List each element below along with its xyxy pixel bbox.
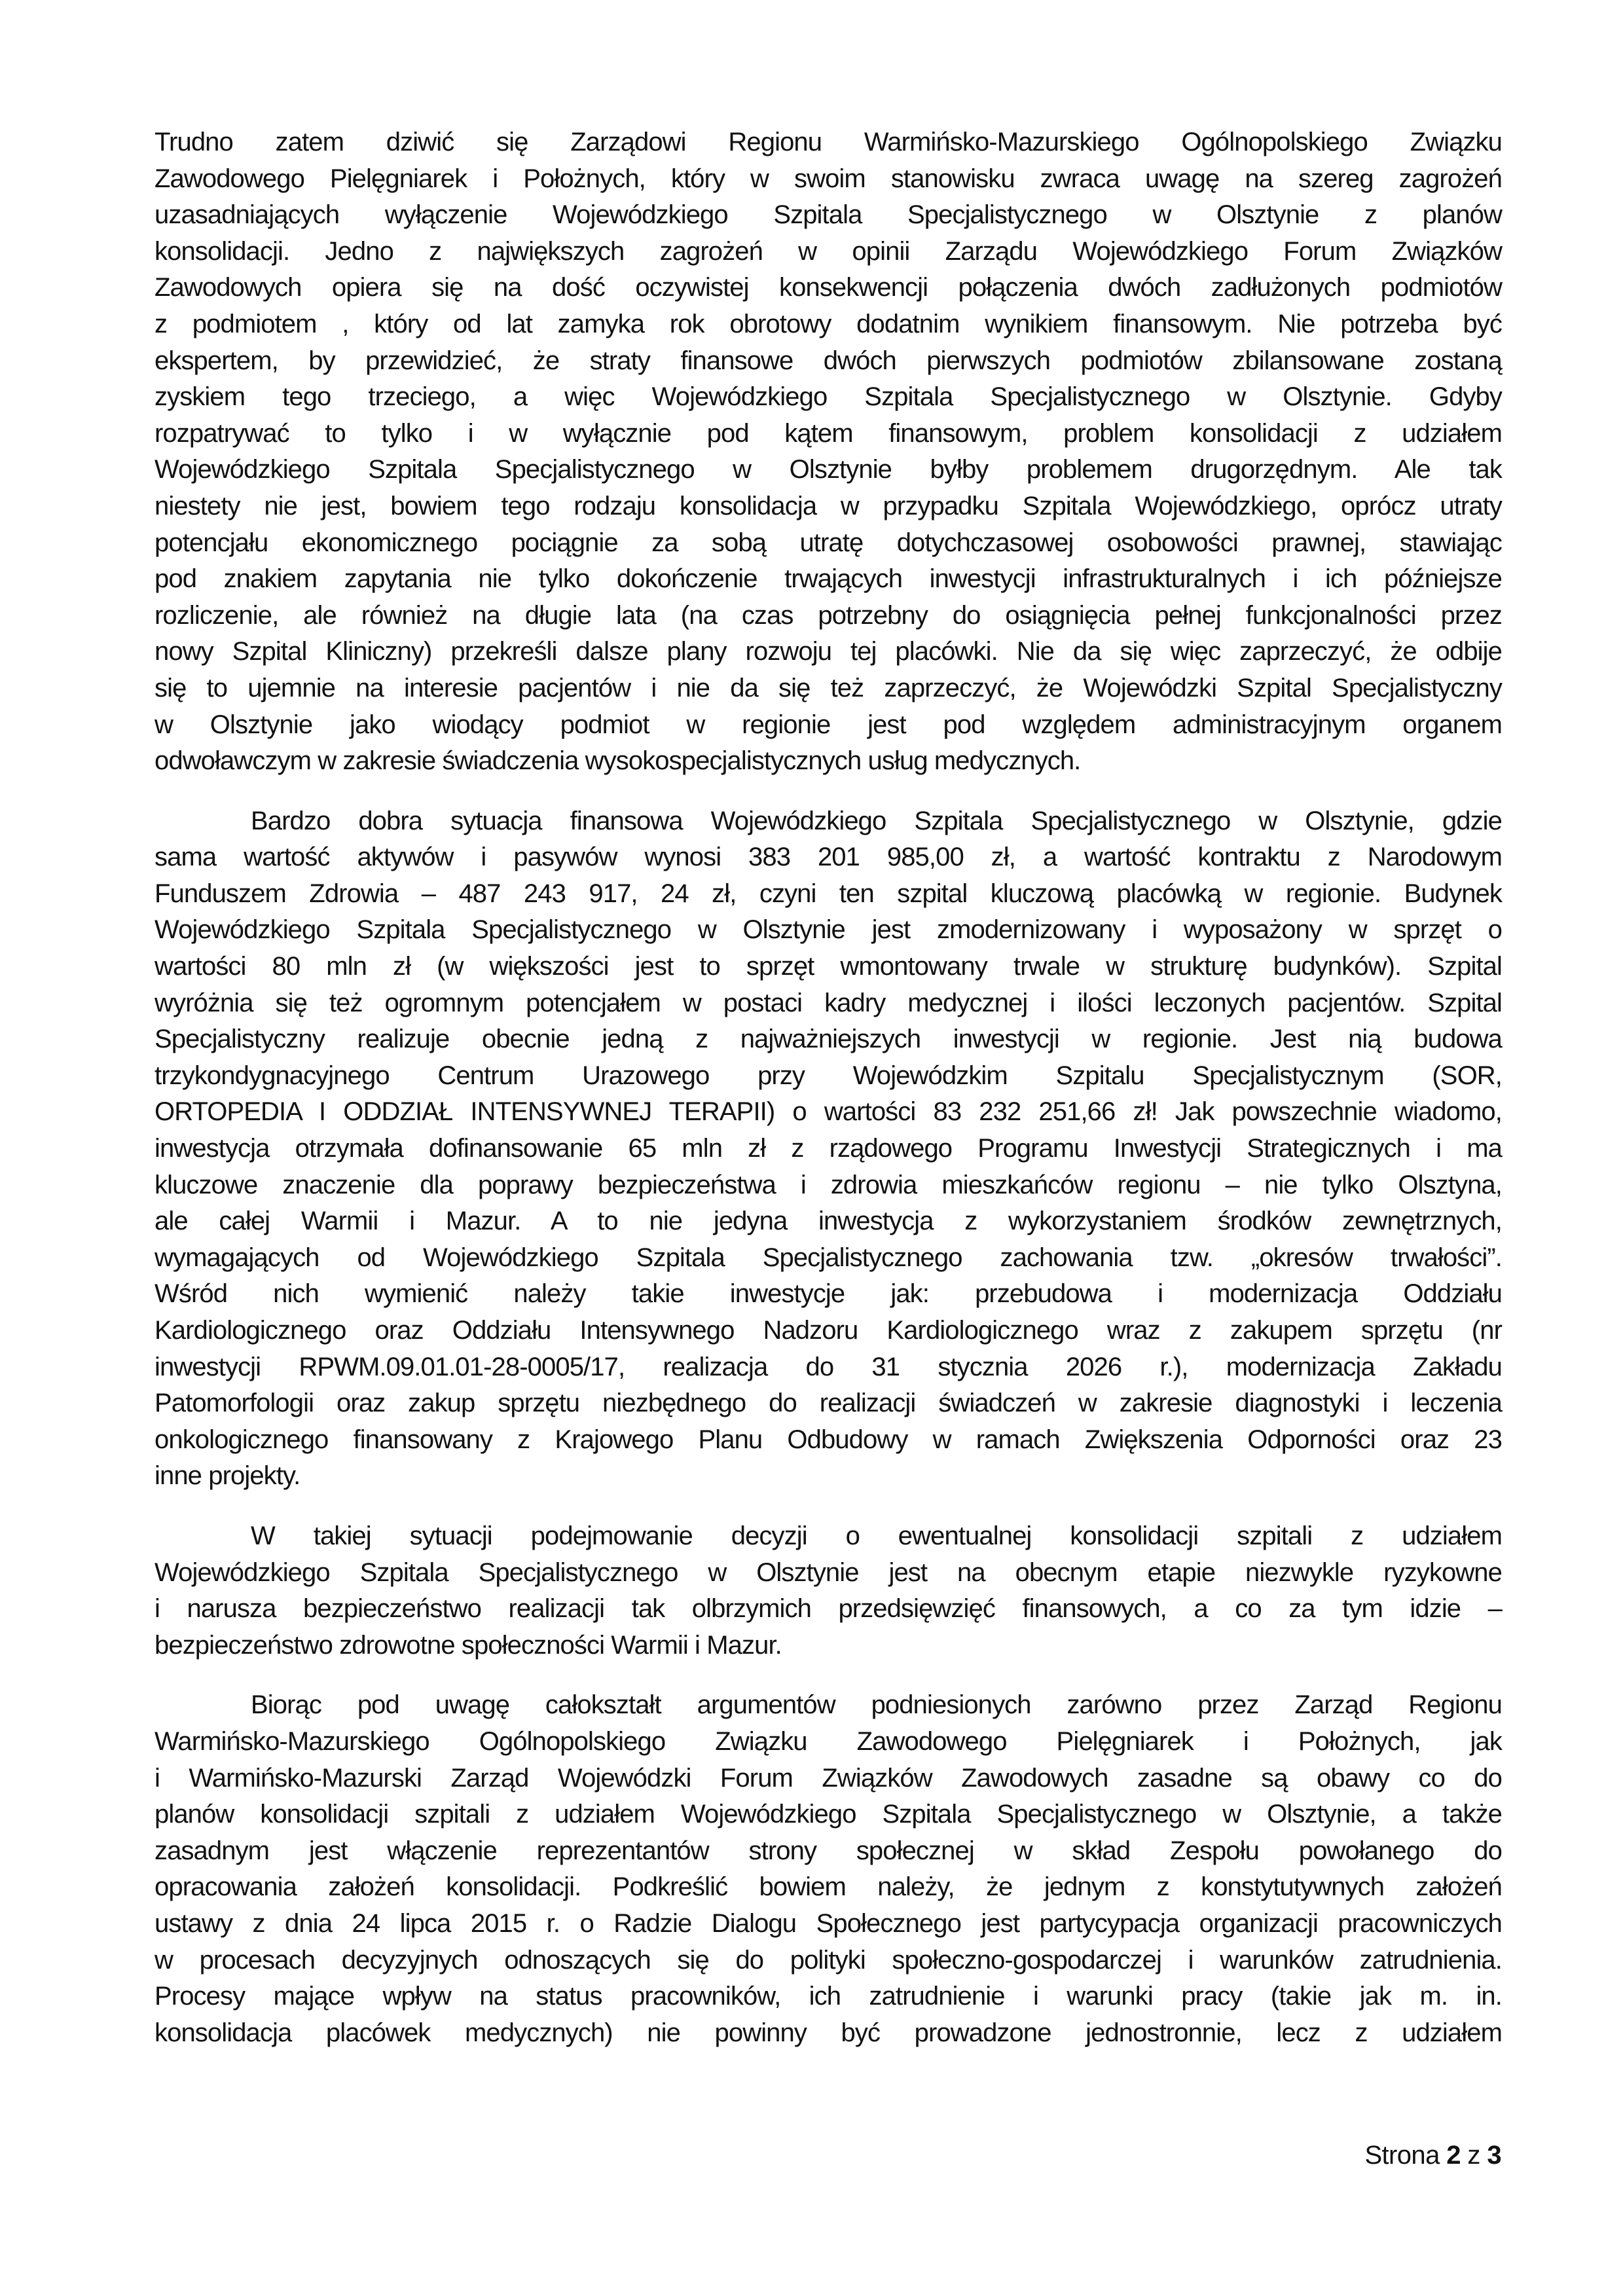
text-line: W takiej sytuacji podejmowanie decyzji o ewentualnej konsolidacji szpitali z udziałem: [251, 1521, 1502, 1550]
page-number-footer: [1364, 2141, 1501, 2170]
text-line: wyróżnia się też ogromnym potencjałem w postaci kadry medycznej i ilości leczonych pacjentów. Szpital: [155, 988, 1502, 1017]
text-line: trzykondygnacyjnego Centrum Urazowego przy Wojewódzkim Szpitalu Specjalistycznym (SOR,: [155, 1061, 1502, 1090]
text-line: kluczowe znaczenie dla poprawy bezpieczeństwa i zdrowia mieszkańców regionu – nie tylko Olsztyna,: [155, 1170, 1502, 1199]
text-line: Patomorfologii oraz zakup sprzętu niezbędnego do realizacji świadczeń w zakresie diagnostyki i leczenia: [155, 1389, 1502, 1418]
text-line: Specjalistyczny realizuje obecnie jedną z najważniejszych inwestycji w regionie. Jest nią budowa: [155, 1025, 1502, 1054]
text-line: Procesy mające wpływ na status pracowników, ich zatrudnienie i warunki pracy (takie jak m. in.: [155, 1982, 1502, 2011]
text-line: Zawodowych opiera się na dość oczywistej konsekwencji połączenia dwóch zadłużonych podmiotów: [155, 273, 1502, 302]
text-line: w Olsztynie jako wiodący podmiot w regionie jest pod względem administracyjnym organem: [155, 710, 1502, 739]
text-line: inne projekty.: [155, 1461, 301, 1491]
text-line: odwoławczym w zakresie świadczenia wysokospecjalistycznych usług medycznych.: [155, 746, 1081, 776]
paragraph: [155, 124, 1502, 780]
text-line: ale całej Warmii i Mazur. A to nie jedyna inwestycja z wykorzystaniem środków zewnętrznych,: [155, 1207, 1502, 1236]
text-line: konsolidacji. Jedno z największych zagrożeń w opinii Zarządu Wojewódzkiego Forum Związków: [155, 236, 1502, 266]
text-line: uzasadniających wyłączenie Wojewódzkiego Szpitala Specjalistycznego w Olsztynie z planów: [155, 200, 1502, 230]
text-line: potencjału ekonomicznego pociągnie za sobą utratę dotychczasowej osobowości prawnej, stawiając: [155, 528, 1502, 557]
text-line: Kardiologicznego oraz Oddziału Intensywnego Nadzoru Kardiologicznego wraz z zakupem sprzętu (nr: [155, 1316, 1502, 1345]
text-line: bezpieczeństwo zdrowotne społeczności Warmii i Mazur.: [155, 1630, 782, 1660]
text-line: nowy Szpital Kliniczny) przekreśli dalsze plany rozwoju tej placówki. Nie da się więc zaprzeczyć, że odbije: [155, 637, 1502, 666]
text-line: i narusza bezpieczeństwo realizacji tak olbrzymich przedsięwzięć finansowych, a co za tym idzie –: [155, 1594, 1502, 1624]
text-line: onkologicznego finansowany z Krajowego Planu Odbudowy w ramach Zwiększenia Odporności oraz 23: [155, 1425, 1502, 1454]
text-line: Bardzo dobra sytuacja finansowa Wojewódzkiego Szpitala Specjalistycznego w Olsztynie, gdzie: [251, 806, 1502, 835]
document-body: [155, 124, 1502, 2075]
current-page-number: 2: [1446, 2141, 1461, 2170]
text-line: Zawodowego Pielęgniarek i Położnych, który w swoim stanowisku zwraca uwagę na szereg zagrożeń: [155, 164, 1502, 193]
text-line: Wojewódzkiego Szpitala Specjalistycznego w Olsztynie byłby problemem drugorzędnym. Ale tak: [155, 455, 1502, 484]
paragraph: [155, 1687, 1502, 2051]
text-line: w procesach decyzyjnych odnoszących się do polityki społeczno-gospodarczej i warunków zatrudnienia.: [155, 1945, 1502, 1975]
text-line: zyskiem tego trzeciego, a więc Wojewódzkiego Szpitala Specjalistycznego w Olsztynie. Gdyby: [155, 382, 1502, 412]
text-line: konsolidacja placówek medycznych) nie powinny być prowadzone jednostronnie, lecz z udziałem: [155, 2018, 1502, 2047]
paragraph: [155, 1518, 1502, 1664]
paragraph: [155, 803, 1502, 1495]
text-line: Warmińsko-Mazurskiego Ogólnopolskiego Związku Zawodowego Pielęgniarek i Położnych, jak: [155, 1726, 1502, 1756]
text-line: Wśród nich wymienić należy takie inwestycje jak: przebudowa i modernizacja Oddziału: [155, 1279, 1502, 1309]
text-line: niestety nie jest, bowiem tego rodzaju konsolidacja w przypadku Szpitala Wojewódzkiego, oprócz utraty: [155, 491, 1502, 520]
text-line: Wojewódzkiego Szpitala Specjalistycznego w Olsztynie jest zmodernizowany i wyposażony w sprzęt o: [155, 915, 1502, 945]
text-line: Trudno zatem dziwić się Zarządowi Regionu Warmińsko-Mazurskiego Ogólnopolskiego Związku: [155, 128, 1502, 156]
text-line: Wojewódzkiego Szpitala Specjalistycznego w Olsztynie jest na obecnym etapie niezwykle ryzykowne: [155, 1558, 1502, 1587]
page-separator: z: [1467, 2141, 1480, 2170]
text-line: ekspertem, by przewidzieć, że straty finansowe dwóch pierwszych podmiotów zbilansowane zostaną: [155, 346, 1502, 375]
text-line: i Warmińsko-Mazurski Zarząd Wojewódzki Forum Związków Zawodowych zasadne są obawy co do: [155, 1763, 1502, 1793]
text-line: rozpatrywać to tylko i w wyłącznie pod kątem finansowym, problem konsolidacji z udziałem: [155, 418, 1502, 448]
text-line: ORTOPEDIA I ODDZIAŁ INTENSYWNEJ TERAPII) o wartości 83 232 251,66 zł! Jak powszechnie wiadomo,: [155, 1097, 1502, 1127]
page-label: Strona: [1364, 2141, 1440, 2170]
text-line: planów konsolidacji szpitali z udziałem Wojewódzkiego Szpitala Specjalistycznego w Olsztynie, a także: [155, 1800, 1502, 1829]
text-line: Funduszem Zdrowia – 487 243 917, 24 zł, czyni ten szpital kluczową placówką w regionie. Budynek: [155, 879, 1502, 908]
text-line: się to ujemnie na interesie pacjentów i nie da się też zaprzeczyć, że Wojewódzki Szpital Specjalistyczny: [155, 673, 1502, 702]
text-line: wymagających od Wojewódzkiego Szpitala Specjalistycznego zachowania tzw. „okresów trwałości”.: [155, 1243, 1502, 1272]
text-line: inwestycji RPWM.09.01.01-28-0005/17, realizacja do 31 stycznia 2026 r.), modernizacja Zakładu: [155, 1352, 1502, 1381]
text-line: pod znakiem zapytania nie tylko dokończenie trwających inwestycji infrastrukturalnych i ich późniejsze: [155, 564, 1502, 594]
text-line: z podmiotem , który od lat zamyka rok obrotowy dodatnim wynikiem finansowym. Nie potrzeba być: [155, 309, 1502, 338]
total-pages-number: 3: [1487, 2141, 1501, 2170]
text-line: ustawy z dnia 24 lipca 2015 r. o Radzie Dialogu Społecznego jest partycypacja organizacji pracowniczych: [155, 1908, 1502, 1938]
text-line: wartości 80 mln zł (w większości jest to sprzęt wmontowany trwale w strukturę budynków). Szpital: [155, 952, 1502, 981]
text-line: zasadnym jest włączenie reprezentantów strony społecznej w skład Zespołu powołanego do: [155, 1836, 1502, 1865]
text-line: opracowania założeń konsolidacji. Podkreślić bowiem należy, że jednym z konstytutywnych założeń: [155, 1872, 1502, 1902]
text-line: inwestycja otrzymała dofinansowanie 65 mln zł z rządowego Programu Inwestycji Strategicznych i ma: [155, 1134, 1502, 1163]
text-line: sama wartość aktywów i pasywów wynosi 383 201 985,00 zł, a wartość kontraktu z Narodowym: [155, 843, 1502, 872]
text-line: rozliczenie, ale również na długie lata (na czas potrzebny do osiągnięcia pełnej funkcjonalności przez: [155, 600, 1502, 630]
text-line: Biorąc pod uwagę całokształt argumentów podniesionych zarówno przez Zarząd Regionu: [251, 1690, 1502, 1720]
